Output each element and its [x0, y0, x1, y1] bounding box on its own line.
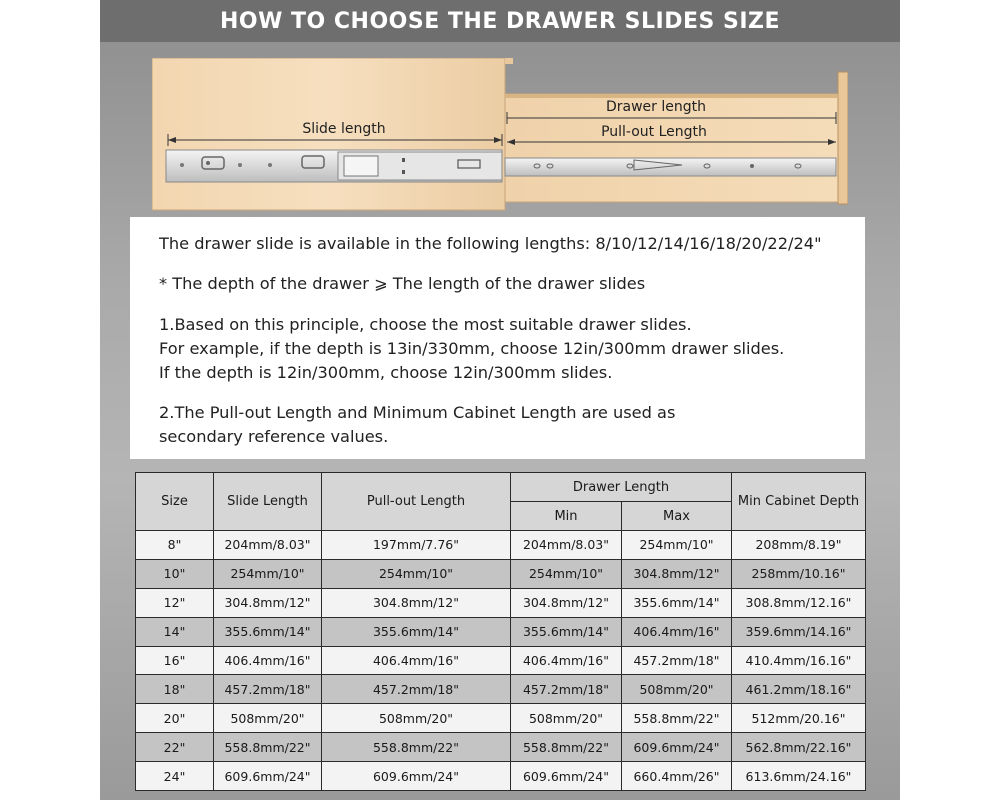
cell-slide-length: 304.8mm/12": [214, 588, 322, 617]
cell-drawer-max: 406.4mm/16": [622, 617, 732, 646]
slide-inner-rail: [505, 158, 836, 176]
cell-pullout-length: 254mm/10": [322, 559, 511, 588]
cell-slide-length: 355.6mm/14": [214, 617, 322, 646]
table-row: [136, 762, 866, 791]
cell-slide-length: 558.8mm/22": [214, 733, 322, 762]
cell-size: 16": [136, 646, 214, 675]
cell-slide-length: 609.6mm/24": [214, 762, 322, 791]
cell-slide-length: 508mm/20": [214, 704, 322, 733]
cell-drawer-min: 304.8mm/12": [511, 588, 622, 617]
table-row: [136, 559, 866, 588]
table-row: [136, 646, 866, 675]
cell-min-cabinet-depth: 258mm/10.16": [732, 559, 866, 588]
cell-slide-length: 406.4mm/16": [214, 646, 322, 675]
cell-drawer-max: 660.4mm/26": [622, 762, 732, 791]
cell-drawer-min: 355.6mm/14": [511, 617, 622, 646]
cell-pullout-length: 558.8mm/22": [322, 733, 511, 762]
cell-pullout-length: 355.6mm/14": [322, 617, 511, 646]
cell-min-cabinet-depth: 359.6mm/14.16": [732, 617, 866, 646]
header-pullout-length: Pull-out Length: [322, 473, 511, 531]
cell-drawer-min: 558.8mm/22": [511, 733, 622, 762]
cell-min-cabinet-depth: 562.8mm/22.16": [732, 733, 866, 762]
cell-drawer-min: 609.6mm/24": [511, 762, 622, 791]
header-max: Max: [622, 502, 732, 531]
drawer-top-shadow: [505, 94, 838, 98]
cell-min-cabinet-depth: 308.8mm/12.16": [732, 588, 866, 617]
table-row: [136, 704, 866, 733]
cell-drawer-min: 457.2mm/18": [511, 675, 622, 704]
example-text-1: For example, if the depth is 13in/330mm, choose 12in/300mm drawer slides.: [159, 339, 785, 358]
table-row: [136, 675, 866, 704]
size-table: [135, 472, 866, 791]
cell-min-cabinet-depth: 512mm/20.16": [732, 704, 866, 733]
cell-slide-length: 204mm/8.03": [214, 531, 322, 560]
cell-size: 14": [136, 617, 214, 646]
cell-min-cabinet-depth: 613.6mm/24.16": [732, 762, 866, 791]
slide-length-label: Slide length: [302, 121, 386, 137]
cabinet-top-edge: [505, 58, 513, 64]
depth-rule-text: * The depth of the drawer ⩾ The length of the drawer slides: [159, 274, 646, 293]
drawer-length-label: Drawer length: [605, 99, 707, 115]
header-drawer-length: Drawer Length: [511, 473, 732, 502]
cell-size: 10": [136, 559, 214, 588]
table-row: [136, 733, 866, 762]
cell-slide-length: 457.2mm/18": [214, 675, 322, 704]
cell-pullout-length: 304.8mm/12": [322, 588, 511, 617]
cell-pullout-length: 609.6mm/24": [322, 762, 511, 791]
cell-drawer-max: 304.8mm/12": [622, 559, 732, 588]
principle-text: 1.Based on this principle, choose the most suitable drawer slides.: [159, 315, 692, 334]
table-row: [136, 617, 866, 646]
cell-pullout-length: 508mm/20": [322, 704, 511, 733]
cell-size: 18": [136, 675, 214, 704]
cell-pullout-length: 197mm/7.76": [322, 531, 511, 560]
info-box: [130, 217, 865, 459]
drawer-slide-diagram: [152, 58, 848, 216]
pullout-length-label: Pull-out Length: [601, 124, 707, 140]
example-text-2: If the depth is 12in/300mm, choose 12in/300mm slides.: [159, 363, 613, 382]
available-lengths-text: The drawer slide is available in the following lengths: 8/10/12/14/16/18/20/22/24": [159, 234, 822, 253]
cell-size: 12": [136, 588, 214, 617]
reference-text-1: 2.The Pull-out Length and Minimum Cabinet Length are used as: [159, 403, 676, 422]
header-min: Min: [511, 502, 622, 531]
drawer-front: [838, 72, 848, 204]
cell-min-cabinet-depth: 208mm/8.19": [732, 531, 866, 560]
cell-drawer-max: 254mm/10": [622, 531, 732, 560]
infographic-panel: [100, 0, 900, 800]
cell-min-cabinet-depth: 410.4mm/16.16": [732, 646, 866, 675]
cell-size: 8": [136, 531, 214, 560]
cell-drawer-min: 508mm/20": [511, 704, 622, 733]
table-row: [136, 588, 866, 617]
cell-drawer-max: 508mm/20": [622, 675, 732, 704]
cell-size: 20": [136, 704, 214, 733]
header-min-cabinet-depth: Min Cabinet Depth: [732, 473, 866, 531]
cell-min-cabinet-depth: 461.2mm/18.16": [732, 675, 866, 704]
cell-drawer-max: 355.6mm/14": [622, 588, 732, 617]
cell-pullout-length: 406.4mm/16": [322, 646, 511, 675]
reference-text-2: secondary reference values.: [159, 427, 389, 446]
cell-slide-length: 254mm/10": [214, 559, 322, 588]
header-size: Size: [136, 473, 214, 531]
cell-pullout-length: 457.2mm/18": [322, 675, 511, 704]
table-row: [136, 531, 866, 560]
cell-drawer-min: 254mm/10": [511, 559, 622, 588]
cell-size: 22": [136, 733, 214, 762]
cell-drawer-min: 406.4mm/16": [511, 646, 622, 675]
cell-drawer-max: 457.2mm/18": [622, 646, 732, 675]
page-title: HOW TO CHOOSE THE DRAWER SLIDES SIZE: [100, 0, 900, 42]
cell-drawer-max: 558.8mm/22": [622, 704, 732, 733]
cell-drawer-min: 204mm/8.03": [511, 531, 622, 560]
cell-drawer-max: 609.6mm/24": [622, 733, 732, 762]
size-table-wrap: [135, 472, 865, 791]
header-slide-length: Slide Length: [214, 473, 322, 531]
cell-size: 24": [136, 762, 214, 791]
